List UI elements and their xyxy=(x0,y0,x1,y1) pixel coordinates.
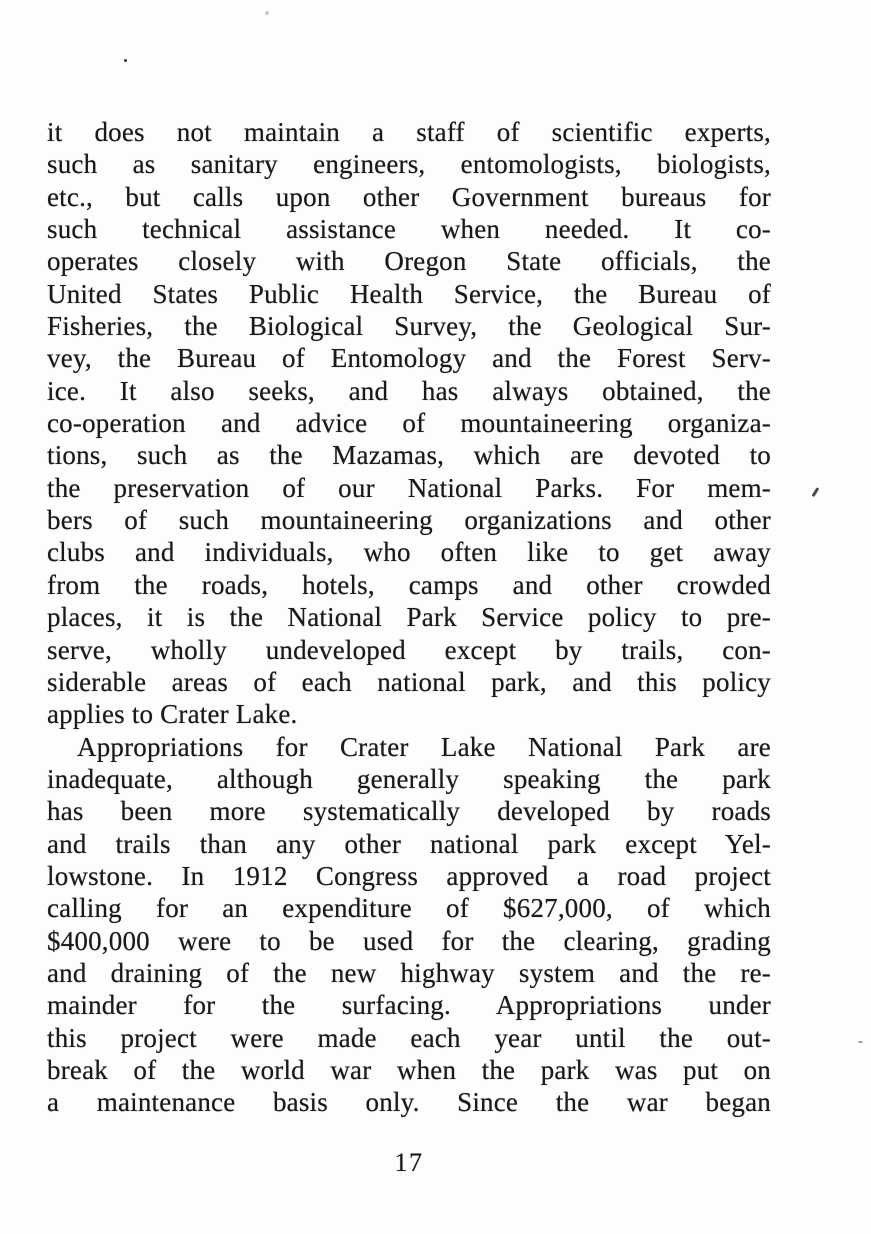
text-line: the preservation of our National Parks. For mem- xyxy=(47,472,771,503)
scan-speck xyxy=(124,59,127,62)
text-line: operates closely with Oregon State officials, the xyxy=(47,246,771,277)
text-line: and draining of the new highway system and the re- xyxy=(47,957,771,988)
text-line: a maintenance basis only. Since the war began xyxy=(47,1087,771,1118)
scan-speck xyxy=(812,487,819,497)
text-line: vey, the Bureau of Entomology and the Forest Serv- xyxy=(47,343,771,374)
text-line: co-operation and advice of mountaineering organiza- xyxy=(47,408,771,439)
text-line: ice. It also seeks, and has always obtained, the xyxy=(47,375,771,406)
text-line: $400,000 were to be used for the clearing, grading xyxy=(47,925,771,956)
page-number: 17 xyxy=(394,1148,424,1177)
text-line: mainder for the surfacing. Appropriations under xyxy=(47,990,771,1021)
text-line: Appropriations for Crater Lake National Park are xyxy=(77,731,771,762)
text-line: serve, wholly undeveloped except by trails, con- xyxy=(47,634,771,665)
text-line: and trails than any other national park except Yel- xyxy=(47,828,771,859)
text-line: it does not maintain a staff of scientific experts, xyxy=(47,117,771,147)
text-line: bers of such mountaineering organizations and other xyxy=(47,505,771,536)
text-line: clubs and individuals, who often like to get away xyxy=(47,537,771,568)
scan-speck xyxy=(858,1041,863,1043)
text-line: from the roads, hotels, camps and other crowded xyxy=(47,569,771,600)
text-line: such as sanitary engineers, entomologists, biologists, xyxy=(47,149,771,180)
text-line: has been more systematically developed by roads xyxy=(47,796,771,827)
text-line: this project were made each year until the out- xyxy=(47,1022,771,1053)
text-line: inadequate, although generally speaking the park xyxy=(47,763,771,794)
text-line: United States Public Health Service, the Bureau of xyxy=(47,278,771,309)
text-line: tions, such as the Mazamas, which are devoted to xyxy=(47,440,771,471)
text-line: Fisheries, the Biological Survey, the Geological Sur- xyxy=(47,311,771,342)
text-line: applies to Crater Lake. xyxy=(47,699,298,730)
text-line: etc., but calls upon other Government bureaus for xyxy=(47,181,771,212)
text-line: lowstone. In 1912 Congress approved a road project xyxy=(47,860,771,891)
text-block xyxy=(47,116,771,1119)
text-line: calling for an expenditure of $627,000, of which xyxy=(47,893,771,924)
text-line: break of the world war when the park was put on xyxy=(47,1054,771,1085)
text-line: siderable areas of each national park, and this policy xyxy=(47,666,771,697)
text-line: places, it is the National Park Service policy to pre- xyxy=(47,602,771,633)
text-line: such technical assistance when needed. It co- xyxy=(47,214,771,245)
scan-speck xyxy=(265,11,269,15)
